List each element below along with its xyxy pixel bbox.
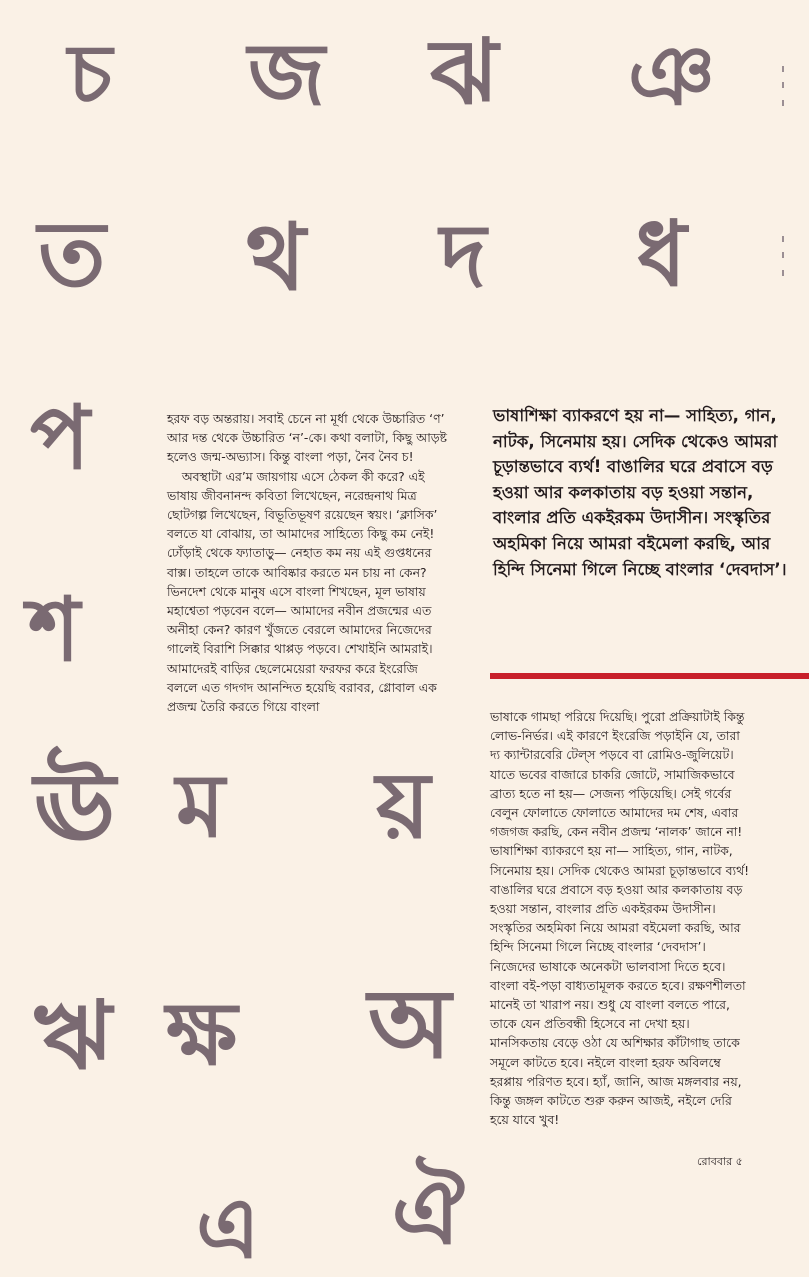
- glyph-jha: ঝ: [430, 20, 499, 125]
- paragraph: হরফ বড় অন্তরায়। সবাই চেনে না মূর্ধা থেকে উচ্চারিত ‘ণ’ আর দন্ত থেকে উচ্চারিত ‘ন’-কে। কথা বলাটা, কিছু আড়ষ্ট হলেও জন্ম-অভ্যাস। কিন্তু বাংলা পড়া, নৈব নৈব চ!: [167, 411, 447, 465]
- glyph-ri: ঋ: [34, 982, 112, 1091]
- glyph-uu: ঊ: [34, 752, 116, 864]
- edge-mark: [782, 270, 784, 276]
- paragraph: ভাষাকে গামছা পরিয়ে দিয়েছি। পুরো প্রক্রিয়াটাই কিন্তু লোভ-নির্ভর। এই কারণে ইংরেজি পড়াইনি যে, তারা দ্য ক্যান্টারবেরি টেল্স পড়বে বা রোমিও-জুলিয়েট। যাতে ভবের বাজারে চাকরি জোটে, সামাজিকভাবে ব্রাত্য হতে না হয়— সেজন্য পড়িয়েছি। সেই গর্বের বেলুন ফোলাতে ফোলাতে আমাদের দম শেষ, এবার গজগজ করছি, কেন নবীন প্রজন্ম ‘নালক’ জানে না! ভাষাশিক্ষা ব্যাকরণে হয় না— সাহিত্য, গান, নাটক, সিনেমায় হয়। সেদিক থেকেও আমরা চূড়ান্তভাবে ব্যর্থ! বাঙালির ঘরে প্রবাসে বড় হওয়া আর কলকাতায় বড় হওয়া সন্তান, বাংলার প্রতি একইরকম উদাসীন। সংস্কৃতির অহমিকা নিয়ে আমরা বইমেলা করছি, আর হিন্দি সিনেমা গিলে নিচ্ছে বাংলার ‘দেবদাস’। নিজেদের ভাষাকে অনেকটা ভালবাসা দিতে হবে। বাংলা বই-পড়া বাধ্যতামূলক করতে হবে। রক্ষণশীলতা মানেই তা খারাপ নয়। শুধু যে বাংলা বলতে পারে, তাকে যেন প্রতিবন্ধী হিসেবে না দেখা হয়। মানসিকতায় বেড়ে ওঠা যে অশিক্ষার কাঁটাগাছ তাকে সমূলে কাটতে হবে। নইলে বাংলা হরফ অবিলম্বে হরপ্পায় পরিণত হবে। হ্যাঁ, জানি, আজ মঙ্গলবার নয়, কিন্তু জঙ্গল কাটতে শুরু করুন আজই, নইলে দেরি হয়ে যাবে খুব!: [490, 709, 750, 1128]
- edge-mark: [782, 82, 784, 88]
- divider-rule: [490, 673, 809, 679]
- edge-mark: [782, 252, 784, 258]
- glyph-a: অ: [368, 968, 452, 1080]
- glyph-sha: শ: [28, 578, 81, 681]
- glyph-tha: থ: [246, 204, 306, 311]
- glyph-dha: ধ: [636, 202, 687, 307]
- glyph-pa: প: [30, 386, 90, 489]
- article-column-1: [167, 409, 451, 716]
- edge-mark: [782, 66, 784, 72]
- glyph-ya: য়: [376, 752, 431, 859]
- pull-quote: ভাষাশিক্ষা ব্যাকরণে হয় না— সাহিত্য, গান, নাটক, সিনেমায় হয়। সেদিক থেকেও আমরা চূড়ান্তভাবে ব্যর্থ! বাঙালির ঘরে প্রবাসে বড় হওয়া আর কলকাতায় বড় হওয়া সন্তান, বাংলার প্রতি একইরকম উদাসীন। সংস্কৃতির অহমিকা নিয়ে আমরা বইমেলা করছি, আর হিন্দি সিনেমা গিলে নিচ্ছে বাংলার ‘দেবদাস’।: [493, 406, 787, 579]
- glyph-ta: ত: [38, 202, 106, 307]
- glyph-da: দ: [440, 204, 487, 307]
- paragraph: অবস্থাটা এর’ম জায়গায় এসে ঠেকল কী করে? এই ভাষায় জীবনানন্দ কবিতা লিখেছেন, নরেন্দ্রনাথ মিত্র ছোটগল্প লিখেছেন, বিভূতিভূষণ রয়েছেন স্বয়ং। ‘ক্লাসিক’ বলতে যা বোঝায়, তা আমাদের সাহিত্যে কিছু কম নেই! ঢোঁড়াই থেকে ফ্যাতাড়ু— নেহাত কম নয় এই গুপ্তধনের বাক্স। তাহলে তাকে আবিষ্কার করতে মন চায় না কেন? ভিনদেশ থেকে মানুষ এসে বাংলা শিখছেন, মূল ভাষায় মহাশ্বেতা পড়বেন বলে— আমাদের নবীন প্রজন্মের এত অনীহা কেন? কারণ খুঁজতে বেরলে আমাদের নিজেদের গালেই বিরাশি সিক্কার থাপ্পড় পড়বে। শেখাইনি আমরাই। আমাদেরই বাড়ির ছেলেমেয়েরা ফরফর করে ইংরেজি বললে এত গদগদ আনন্দিত হয়েছি বরাবর, গ্লোবাল এক প্রজন্ম তৈরি করতে গিয়ে বাংলা: [167, 468, 438, 715]
- page-footer: রোববার ৫: [697, 1155, 743, 1168]
- glyph-cha: চ: [68, 27, 113, 122]
- glyph-ma: ম: [176, 754, 225, 857]
- glyph-e: এ: [196, 1179, 260, 1277]
- edge-mark: [782, 100, 784, 106]
- edge-mark: [782, 236, 784, 242]
- glyph-kkha: ক্ষ: [166, 982, 238, 1085]
- article-column-2: [490, 707, 750, 1129]
- glyph-oi: ঐ: [392, 1160, 465, 1265]
- glyph-nya: ঞ: [628, 29, 715, 124]
- glyph-ja: জ: [248, 25, 325, 125]
